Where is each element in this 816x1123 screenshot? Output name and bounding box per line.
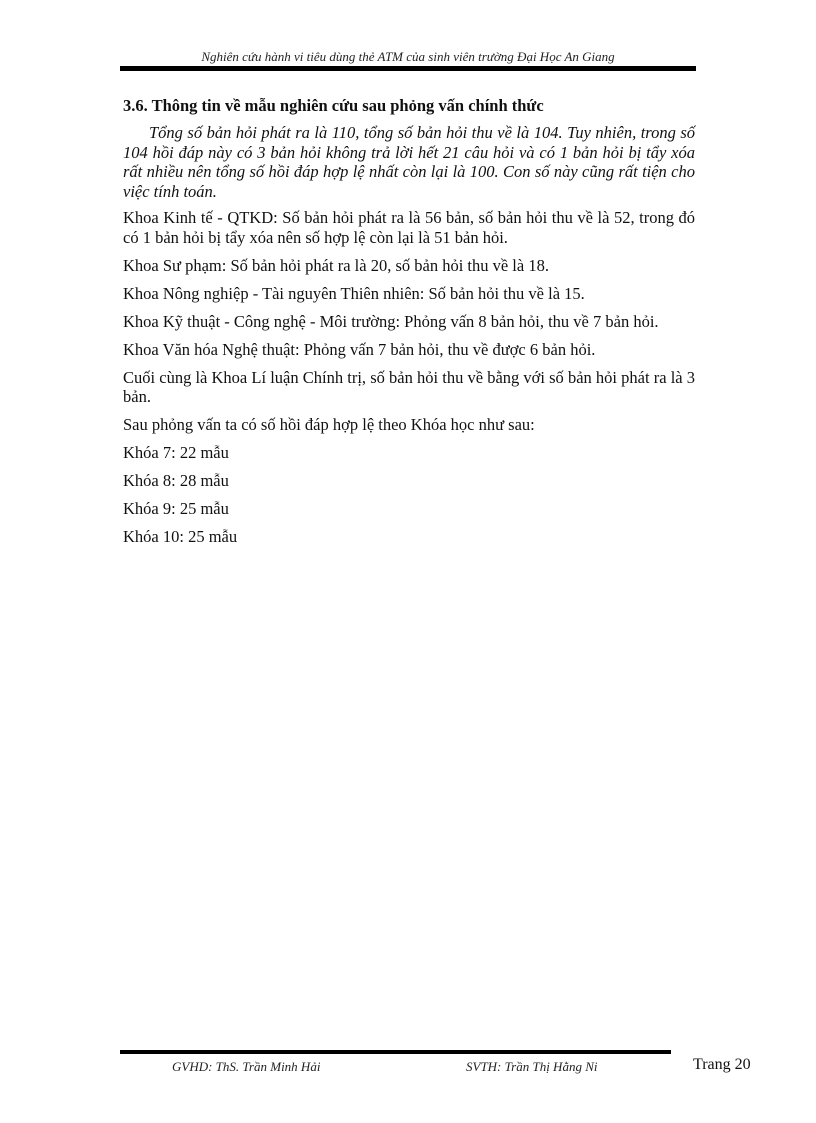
list-item-khoa-9: Khóa 9: 25 mẫu [123,499,229,518]
intro-paragraph: Tổng số bản hỏi phát ra là 110, tổng số bản hỏi thu về là 104. Tuy nhiên, trong số 104 hồi đáp này có 3 bản hỏi không trả lời hết 21 câu hỏi và có 1 bản hỏi bị tẩy xóa rất nhiều nên tổng số hồi đáp hợp lệ nhất còn lại là 100. Con số này cũng rất tiện cho việc tính toán. [123,123,695,201]
header-rule [120,66,696,71]
paragraph-nong-nghiep: Khoa Nông nghiệp - Tài nguyên Thiên nhiên: Số bản hỏi thu về là 15. [123,283,585,303]
footer-supervisor: GVHD: ThS. Trần Minh Hải [172,1059,321,1074]
list-item-khoa-8: Khóa 8: 28 mẫu [123,471,229,490]
footer-rule [120,1050,671,1054]
paragraph-su-pham: Khoa Sư phạm: Số bản hỏi phát ra là 20, số bản hỏi thu về là 18. [123,255,549,275]
paragraph-ky-thuat: Khoa Kỹ thuật - Công nghệ - Môi trường: Phỏng vấn 8 bản hỏi, thu về 7 bản hỏi. [123,311,659,331]
running-header: Nghiên cứu hành vi tiêu dùng thẻ ATM của sinh viên trường Đại Học An Giang [201,49,615,64]
paragraph-kinh-te: Khoa Kinh tế - QTKD: Số bản hỏi phát ra là 56 bản, số bản hỏi thu về là 52, trong đó có 1 bản hỏi bị tẩy xóa nên số hợp lệ còn lại là 51 bản hỏi. [123,208,695,247]
paragraph-van-hoa: Khoa Văn hóa Nghệ thuật: Phỏng vấn 7 bản hỏi, thu về được 6 bản hỏi. [123,339,596,359]
footer-student: SVTH: Trần Thị Hằng Ni [466,1059,598,1074]
page-number: Trang 20 [693,1056,751,1073]
list-item-khoa-10: Khóa 10: 25 mẫu [123,527,238,546]
paragraph-li-luan: Cuối cùng là Khoa Lí luận Chính trị, số bản hỏi thu về bằng với số bản hỏi phát ra là 3 bản. [123,367,695,406]
section-heading: 3.6. Thông tin về mẫu nghiên cứu sau phỏng vấn chính thức [123,96,544,115]
list-item-khoa-7: Khóa 7: 22 mẫu [123,443,229,462]
paragraph-summary: Sau phỏng vấn ta có số hồi đáp hợp lệ theo Khóa học như sau: [123,415,535,434]
page-content [123,96,695,555]
